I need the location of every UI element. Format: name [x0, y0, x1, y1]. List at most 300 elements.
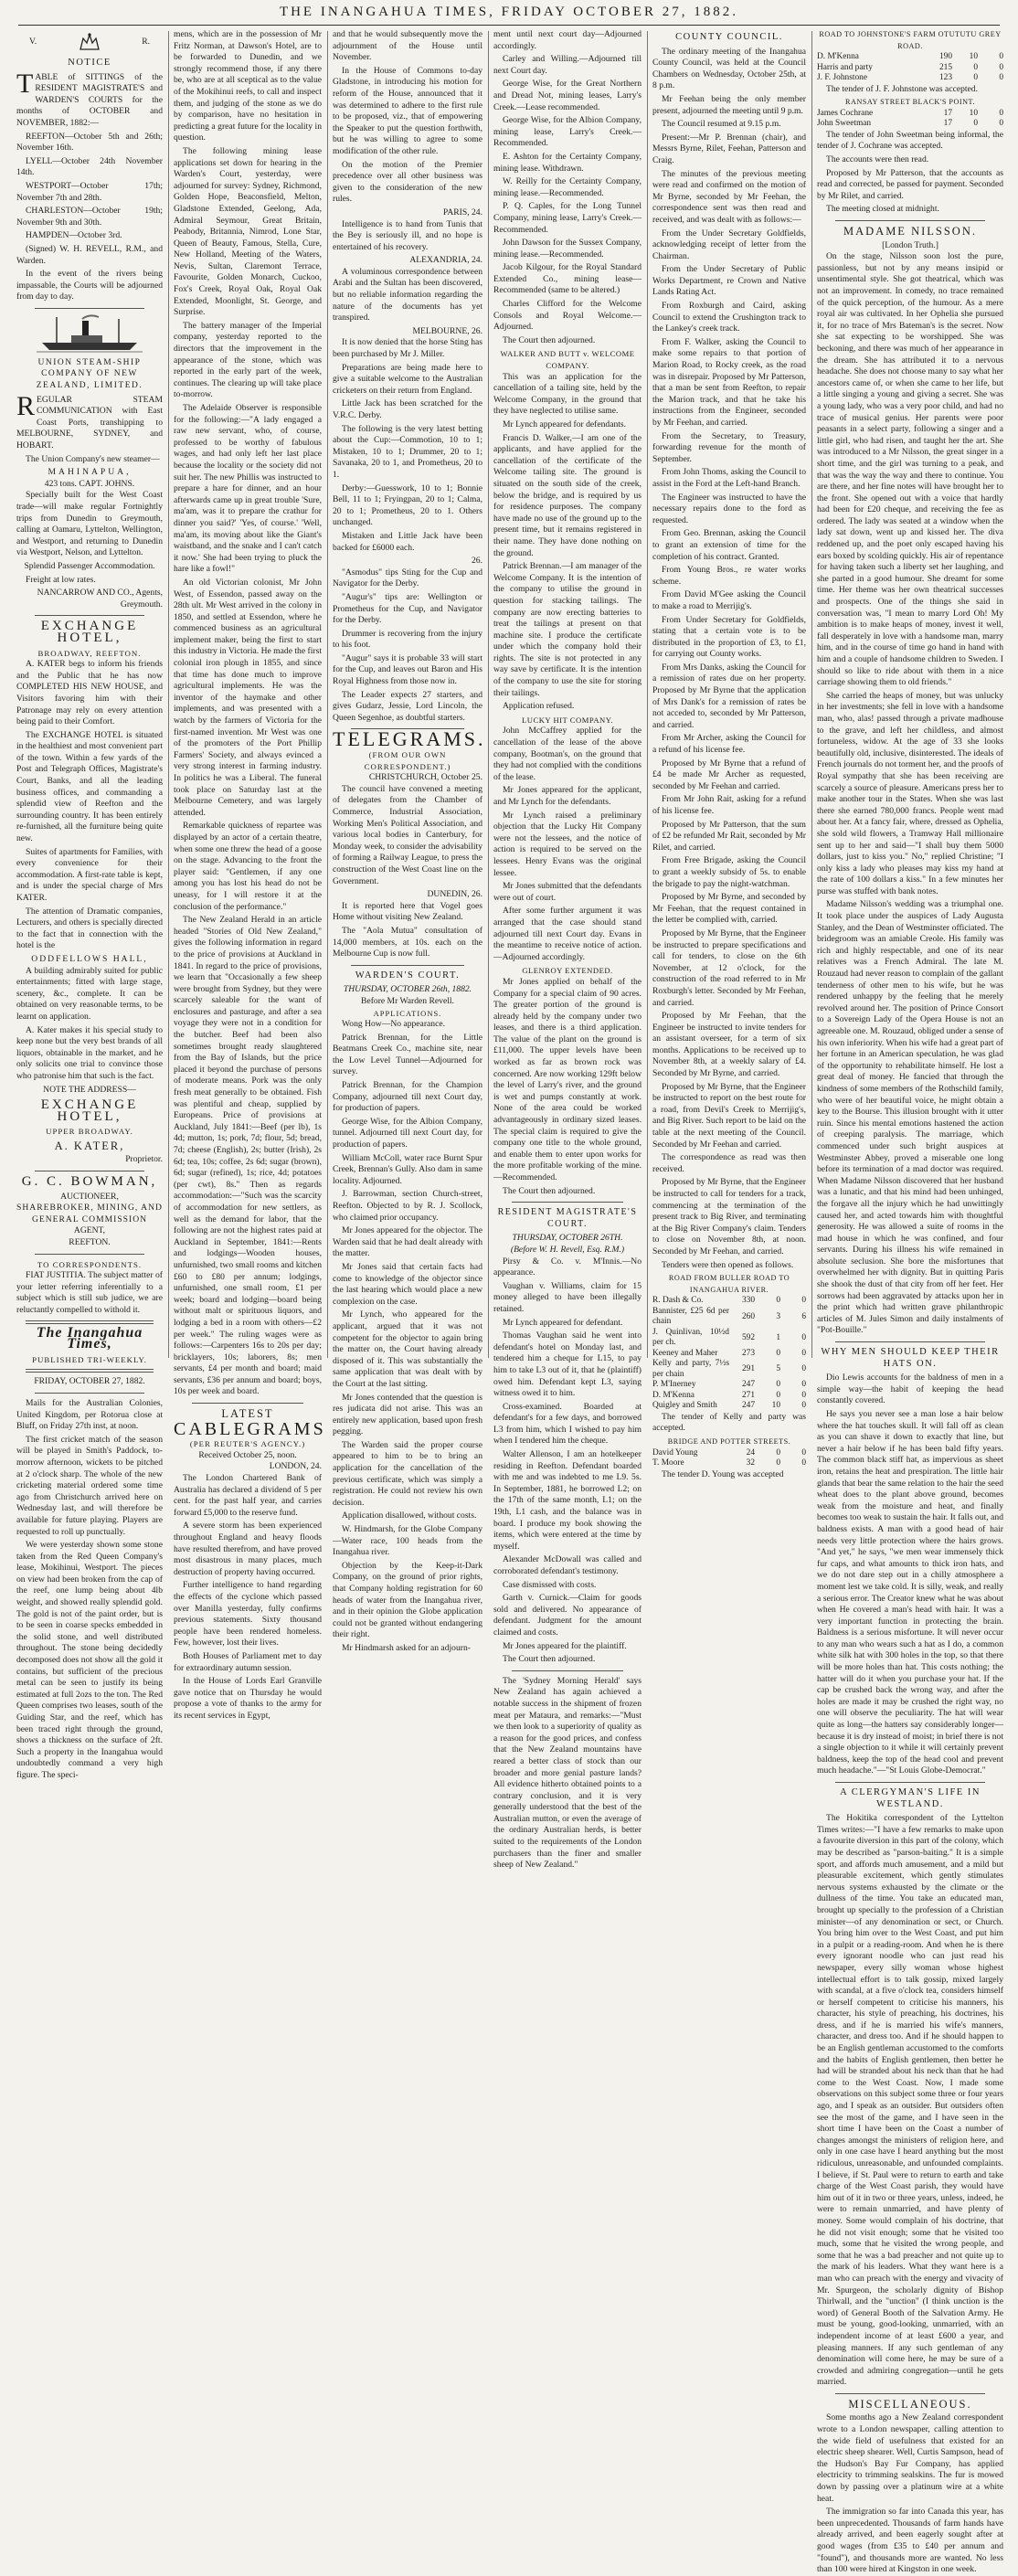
- rule: [192, 1403, 303, 1404]
- col3-p9: The following is the very latest betting about the Cup:—Commotion, 10 to 1; Mistaken, 10 to 1; Drummer, 20 to 1; Savanaka, 20 to 1, and Prometheus, 20 to 1.: [333, 423, 482, 480]
- col2-p9: A severe storm has been experienced throughout England and heavy floods have resulted therefrom, and have proved most disastrous in many places, much destruction of property having occurred.: [174, 1521, 322, 1577]
- col3-p31: Application disallowed, without costs.: [342, 1511, 477, 1521]
- tender-amount: 0: [801, 1390, 806, 1400]
- column-3: [333, 29, 486, 1653]
- col3-p13: "Augur's" tips are: Wellington or Prometheus for the Cup, and Navigator for the Derby.: [333, 591, 482, 626]
- leader-p2: The first cricket match of the season will be played in Smith's Paddock, to-morrow afternoon, wickets to be pitched at 2 o'clock sharp. The whole of the new cricketing material ordered some time ago from Christchurch arrived here on Wednesday last, and will therefore be available for future playing. Players are requested to roll up punctually.: [16, 1434, 163, 1537]
- column-2: [174, 29, 326, 1721]
- ransay-heading: RANSAY STREET BLACK'S POINT.: [845, 98, 975, 107]
- col3-p3: On the motion of the Premier precedence over all other business was given to the consideration of the new rules.: [333, 159, 482, 205]
- col4-p5: E. Ashton for the Certainty Company, mining lease. Withdrawn.: [493, 151, 642, 174]
- nilsson-p2: She carried the heaps of money, but was unlucky in her investments; she fell in love with a handsome man, who, alas! passed through a private madhouse to the grave, and left her childless, and almost fortuneless, widow. At the age of 33 she looks beautifully old, inclusive, disinterested. The ideals of French journals do not torment her, and the proofs of Royal sympathy that she has been receiving are scarcely a source of pleasure. Americans press her to make another tour in the States. When she was last there she earned 780,000 francs. People went mad about her. At a fancy fair, where, dressed as Ophelia, she sold wild flowers, a Tramway Hall millionaire sent up to her and said—"I shall buy them 5000 dollars, just to kiss you." No," replied Christine; "I only kiss a lady who pleases may kiss my hand at the rate of 100 dollars a kiss." In a few minutes her purse was stuffed with bank notes.: [817, 690, 1003, 896]
- col5-p30: The tender of Kelly and party was accepted.: [652, 1411, 806, 1434]
- tender-amount: 0: [801, 1296, 806, 1306]
- col5-p11: From John Thoms, asking the Council to assist in the Ford at the Left-hand Branch.: [652, 467, 806, 489]
- col4-p14: Mr Lynch appeared for defendants.: [503, 419, 627, 429]
- col2-p3: The battery manager of the Imperial company, yesterday reported to the directors that the improvement in the appearance of the stone, which was reported in the early part of the week, continues. The clearing up will take place to-morrow.: [174, 320, 322, 400]
- glenroy-heading: GLENROY EXTENDED.: [522, 966, 613, 976]
- notice-body: ABLE of SITTINGS of the RESIDENT MAGISTRATE'S and WARDEN'S COURTS for the months of OCTOBER and NOVEMBER, 1882:—: [16, 71, 163, 128]
- applications-heading: APPLICATIONS.: [373, 1008, 442, 1018]
- tender-amount: 0: [776, 1390, 780, 1400]
- col5-p23: Proposed by Mr Byrne, and seconded by Mr Feehan, that the request contained in the letter be complied with, carried.: [652, 892, 806, 926]
- col5-p1: The ordinary meeting of the Inangahua County Council, was held at the Council Chambers on Wednesday, October 25th, at 8 p.m.: [652, 46, 806, 91]
- tender-amount: 1: [776, 1332, 780, 1342]
- col2-p12: In the House of Lords Earl Granville gave notice that on Thursday he would propose a vote of thanks to the army for its recent services in Egypt,: [174, 1676, 322, 1721]
- col2-p2: The following mining lease applications set down for hearing in the Warden's Court, yesterday, were adjourned for survey: Sydney, Richmond, Golden Hope, Beaconsfield, Melton, Gladstone Extended, Geelong, Ada, Admiral Seymour, Great Britain, Peabody, Britannia, Nimrod, Lone Star, Queen of Beauty, Famous, Stella, Cure, New Holland, Meeting of the Waters, Nevis, Sultan, Claremont Terrace, Favourite, Golden Monarch, Cuckoo, Fox's Creek, Royal Oak, Royal Oak Extended, Moonlight, St. George, and Surprise.: [174, 145, 322, 318]
- col5-p16: From Under Secretary for Goldfields, stating that a certain vote is to be distributed in the proportion of £3, to £1, for carrying out County works.: [652, 614, 806, 660]
- whymen-heading: WHY MEN SHOULD KEEP THEIR HATS ON.: [821, 1347, 1000, 1369]
- tender-name: D. M'Kenna: [817, 52, 859, 62]
- col3-p7: Preparations are being made here to give a suitable welcome to the Australian cricketers on their return from England.: [333, 362, 482, 396]
- col5-p19: Proposed by Mr Byrne that a refund of £4 be made Mr Archer as requested, seconded by Mr Feehan and carried.: [652, 758, 806, 791]
- col4-p13: This was an application for the cancellation of a tailing site, held by the Welcome Company, in the ground that they have neglected to utilise same.: [493, 371, 642, 417]
- tender-amount: 0: [776, 1296, 780, 1306]
- masthead-rule: [18, 25, 1000, 26]
- walker-heading: WALKER AND BUTT v. WELCOME COMPANY.: [500, 349, 635, 371]
- tender-name: Kelly and party, 7½s per chain: [652, 1359, 729, 1379]
- tender-amount: 0: [776, 1458, 780, 1468]
- tender-amount: 0: [973, 62, 978, 72]
- tender-row: [817, 119, 1003, 130]
- col4-p38: The 'Sydney Morning Herald' says New Zealand has again achieved a notable success in the shipment of frozen meat per Mataura, and remarks:—"Must we then look to a superiority of quality as a reason for the good prices, and confess that the New Zealand mountains have reared a better class of stock than our broader and more genial pasture lands? All evidence hitherto obtained points to a contrary conclusion, and it is very generally understood that the best of the Australian mutton, or even the average of the ordinary Australian herds, is better suited to the requirements of the London purchasers than the finer and smaller sheep of New Zealand.": [493, 1675, 642, 1871]
- col3-p2: In the House of Commons to-day Gladstone, in introducing his motion for reform of the House, announced that it was determined to adhere to the first rule to be proposed, viz., that of empowering the Speaker to put the question forthwith, but he was willing to agree to some modification of the other rule.: [333, 65, 482, 156]
- column-4: [493, 29, 642, 1871]
- double-rule: [26, 1369, 154, 1373]
- rmc-heading: RESIDENT MAGISTRATE'S COURT.: [497, 1207, 638, 1229]
- col5-p31: The tender D. Young was accepted: [662, 1468, 784, 1479]
- rule: [512, 1202, 623, 1203]
- col4-p1: ment until next court day—Adjourned accordingly.: [493, 29, 642, 51]
- tender-amount: 17: [943, 119, 952, 129]
- col4-p23: After some further argument it was arranged that the case should stand adjourned till next Court day. Evans in the meantime to receive notice of action.—Adjourned accordingly.: [493, 906, 642, 962]
- col2-p4: The Adelaide Observer is responsible for the following:—"A lady engaged a raw new servant, who, of course, professed to be worthy of fabulous wages, and had only left her last place because the locality or the society did not suit her. The new Phillis was instructed to prepare a hare for dinner, and an hour afterwards came up in great trouble 'Sure, ma'am, was it to prepare the crathur for dinner you said?' 'Yes, of course.' 'Well, ma'am, its moving about like the Giant's waistband, and the snake and I can't catch it now.' She had been trying to pluck the hare like a fowl!": [174, 403, 322, 575]
- col3-p32: W. Hindmarsh, for the Globe Company—Water race, 100 heads from the Inangahua river.: [333, 1524, 482, 1558]
- rule: [835, 220, 985, 221]
- nilsson-heading: MADAME NILSSON.: [843, 225, 977, 239]
- tender-row: [652, 1359, 806, 1380]
- col5-p7: From the Under Secretary of Public Works Department, re Crown and Native Lands Rating Act.: [652, 264, 806, 298]
- tender-amount: 0: [801, 1380, 806, 1390]
- road1-tenders-body: [652, 1296, 806, 1412]
- road-johnstone-heading: ROAD TO JOHNSTONE'S FARM OTUTUTU GREY ROAD.: [819, 30, 1002, 50]
- paper-title: The Inangahua Times,: [36, 1324, 143, 1352]
- bowman-role: AUCTIONEER,: [60, 1191, 119, 1202]
- tender-amount: 247: [741, 1401, 755, 1411]
- dateline-26: 26.: [472, 556, 482, 567]
- bridge-tenders-body: [652, 1448, 806, 1469]
- rule: [35, 615, 144, 616]
- tender-name: Bannister, £25 6d per chain: [652, 1306, 729, 1327]
- col5-p12: The Engineer was instructed to have the necessary repairs done to the ford as requested.: [652, 492, 806, 525]
- col5-p13: From Geo. Brennan, asking the Council to grant an extension of time for the completion of his contract. Granted.: [652, 528, 806, 562]
- sitting-westport: WESTPORT—October 17th; November 7th and 28th.: [16, 180, 163, 203]
- union-body-para: [16, 390, 163, 452]
- tender-amount: 0: [776, 1447, 780, 1458]
- tender-amount: 0: [776, 1380, 780, 1390]
- royal-crest-icon: [78, 31, 101, 53]
- col5-p26: Proposed by Mr Byrne, that the Engineer be instructed to report on the best route for a road, from Devil's Creek to Merrijig's, and Big River. Such report to be laid on the table at the next meeting of the Council. Seconded by Mr Feehan and carried.: [652, 1081, 806, 1150]
- wardens-court-heading: WARDEN'S COURT.: [355, 970, 461, 981]
- union-steamer: The Union Company's new steamer—: [26, 453, 160, 464]
- rule: [835, 1341, 985, 1342]
- union-body: EGULAR STEAM COMMUNICATION with East Coast Ports, transhipping to MELBOURNE, SYDNEY, and HOBART.: [16, 394, 163, 451]
- nilsson-p1: On the stage, Nilsson soon lost the pure, passionless, but not by any means insipid or unsentimental style. She got theatrical, which was not an improvement. In comedy, no trace remained of the quick perception, of the humour. As a mere royal air was cultivated. In her Ophelia she pursued it, for no trace of Mrs Bateman's is the secret. Now she sat expecting to be worshipped. She was beckoning, and there was much of her appearance in the dream. She has attributed it to a nervous headache. She does not choose many to say what her ancestors came of, or when she came to her life, but a little singing a young and giving a secret. She was a young lady, who was a very poor child, and had no trace of musical genius. Her parents were poor peasants in a select party, following a singer and a little girl, who had risen, and taught her the art. She was introduced to a Mr Nilsson, the great singer in a short time, and the girl was turning to a peak, and that was the way the way and there to continue. You are there, and her fine notes will have brought her to the front. She opened out with a voice that hardly had been for £20 cheque, and receiving the fee as ordered. The lady was seated at a window when the lady sat down, went up and kissed her. The diva reddened up, and the poet only escaped having his ears boxed by scolding quickly. His air of repentance for having taken such a liberty set her laughing, and she parted in a good humour. She dreamt for some time. Her theme was her own theatrical successes and prospects. One of the things she said in conversation was, "I mean to marry Lord Oh! My ambition is to make heaps of money, invest it well, fall desperately in love with a handsome man, marry him, and in the course of time go hand in hand with him and a couple of handsome children to Sweden. I should so like to ride about with them in a nice carriage showing them to old friends.": [817, 251, 1003, 688]
- hotel-p4: The attention of Dramatic companies, Lecturers, and others is specially directed to the fact that in connection with the hotel is the: [16, 906, 163, 951]
- col3-p28: Mr Lynch, who appeared for the applicant, argued that it was not competent for the objector to again bring the matter on, the Court having already disposed of it. This was substantially the same application that was dealt with by the Court at the last sitting.: [333, 1309, 482, 1389]
- hotel-body: A. KATER begs to inform his friends and the Public that he has now COMPLETED HIS NEW HOUSE, and Visitors favoring him with their Patronage may rely on every attention being paid to their Comfort.: [16, 659, 163, 727]
- hotel-p6: A. Kater makes it his special study to keep none but the very best brands of all liquors, obtainable in the market, and he only solicits one trial to convince those who patronise him that such is the fact.: [16, 1024, 163, 1081]
- tender-amount: 10: [969, 108, 978, 118]
- rmc-date: THURSDAY, OCTOBER 26TH.: [512, 1233, 623, 1244]
- tender-name: J. F. Johnstone: [817, 73, 867, 83]
- col5-p5: The minutes of the previous meeting were read and confirmed on the motion of Mr Byrne, seconded by Mr Feehan, the correspondence sent was then read and received, and was dealt with as follows:—: [652, 168, 806, 225]
- col2-p10: Further intelligence to hand regarding the effects of the cyclone which passed over Manilla yesterday, fully confirms previous statements. Sixty thousand people have been rendered homeless. Few, however, lost their lives.: [174, 1580, 322, 1648]
- tender-amount: 0: [776, 1348, 780, 1358]
- column-6: [817, 29, 1003, 2575]
- tender-row: [652, 1380, 806, 1391]
- crest-letter-v: V.: [29, 36, 37, 47]
- col3-p27: Mr Jones said that certain facts had come to knowledge of the objector since the last hearing which would place a new complexion on the case.: [333, 1261, 482, 1307]
- col4-p20: Mr Jones appeared for the applicant, and Mr Lynch for the defendants.: [493, 785, 642, 807]
- col5-p29: Tenders were then opened as follows.: [662, 1259, 794, 1270]
- tender-amount: 0: [999, 119, 1003, 129]
- col4-p2: Carley and Willing.—Adjourned till next Court day.: [493, 54, 642, 76]
- tender-row: [817, 63, 1003, 74]
- tender-amount: 0: [801, 1332, 806, 1342]
- col2-p11: Both Houses of Parliament met to day for extraordinary autumn session.: [174, 1650, 322, 1673]
- tender-row: [652, 1448, 806, 1459]
- col6-p2: The tender of John Sweetman being informal, the tender of J. Cochrane was accepted.: [817, 129, 1003, 152]
- wardens-date: THURSDAY, OCTOBER 26th, 1882.: [343, 984, 472, 995]
- misc-p1: Some months ago a New Zealand correspondent wrote to a London newspaper, calling attention to the wide field of usefulness that existed for an electric sheep shearer. Well, Curtis Sampson, head of the Hudson's Bay Fur Company, has applied electricity to trimming sealskins. The fur is mowed down by passing over a platinum wire at a white heat.: [817, 2412, 1003, 2504]
- col3-p25: J. Barrowman, section Church-street, Reefton. Objected to by R. J. Scollock, who claimed prior occupancy.: [333, 1189, 482, 1223]
- ransay-tenders-table: [817, 109, 1003, 130]
- tender-amount: 0: [801, 1447, 806, 1458]
- dateline-paris: PARIS, 24.: [442, 207, 482, 217]
- correspondents-heading: TO CORRESPONDENTS.: [37, 1259, 143, 1269]
- rule: [835, 2393, 985, 2394]
- col4-p8: John Dawson for the Sussex Company, mining lease.—Recommended.: [493, 238, 642, 260]
- column-5: [652, 29, 806, 1479]
- col6-p5: The meeting closed at midnight.: [826, 204, 939, 215]
- col5-p22: From Free Brigade, asking the Council to grant a weekly subsidy of 5s. to enable the brigade to pay the night-watchman.: [652, 855, 806, 889]
- col5-p3: The Council resumed at 9.15 p.m.: [662, 119, 781, 130]
- sitting-reefton: REEFTON—October 5th and 26th; November 16th.: [16, 131, 163, 154]
- col3-p14: Drummer is recovering from the injury to his foot.: [333, 628, 482, 651]
- county-council-heading: COUNTY COUNCIL.: [675, 32, 783, 42]
- hotel2-subheading: UPPER BROADWAY.: [46, 1127, 133, 1137]
- col4-p37: The Court then adjourned.: [503, 1654, 596, 1665]
- col4-p32: Walter Allenson, I am an hotelkeeper residing in Reefton. Defendant boarded with me and was indebted to me L9. 5s. In September, 1881, he borrowed L2; on the 17th of the same month, L1; on the 19th, L1 cash, and the balance was in board. I produce my book showing the items, which were entered at the time by myself.: [493, 1449, 642, 1552]
- col4-p4: George Wise, for the Albion Company, mining lease, Larry's Creek.—Recommended.: [493, 115, 642, 149]
- tender-name: Quigley and Smith: [652, 1401, 717, 1411]
- bowman-line3: AGENT,: [73, 1225, 106, 1236]
- col5-p25: Proposed by Mr Feehan, that the Engineer be instructed to invite tenders for an assistant overseer, for a term of six months. Applications to be received up to November 8th, at a weekly salary of £4. Seconded by Mr Byrne, and carried.: [652, 1011, 806, 1079]
- received-line: Received October 25, noon.: [198, 1449, 297, 1460]
- col3-p33: Objection by the Keep-it-Dark Company, on the ground of prior rights, that Company holding registration for 60 heads of water from the Inangahua river, and in their opinion the Globe application could not be granted without endangering their right.: [333, 1560, 482, 1640]
- col4-p33: Alexander McDowall was called and corroborated defendant's testimony.: [493, 1554, 642, 1576]
- col5-p8: From Roxburgh and Caird, asking Council to extend the Crushington track to the Lankey's creek track.: [652, 301, 806, 334]
- col6-p4: Proposed by Mr Patterson, that the accounts as read and corrected, be passed for payment. Seconded by Mr Rilet, and carried.: [817, 167, 1003, 201]
- col6-p3: The accounts were then read.: [826, 154, 929, 165]
- hotel-heading: EXCHANGE HOTEL,: [40, 619, 139, 645]
- tender-amount: 0: [801, 1401, 806, 1411]
- col2-p1: mens, which are in the possession of Mr Fritz Norman, at Dawson's Hotel, are to be forwarded to Dunedin, and we strongly recommend those, if any there be, who are at all sceptical as to the value of the Mokihinui reefs, to call and inspect them, and judging of the stone as we do by comparison, have no hesitation in predicting a great future for the locality in question.: [174, 29, 322, 143]
- hotel-subheading: BROADWAY, REEFTON.: [37, 648, 142, 658]
- rule: [351, 965, 464, 966]
- dropcap-r: R: [16, 390, 36, 421]
- col3-p10: Derby:—Guesswork, 10 to 1; Bonnie Bell, 11 to 1; Fryingpan, 20 to 1; Calma, 20 to 1; Prometheus, 20 to 1. Others unchanged.: [333, 482, 482, 528]
- col3-p12: "Asmodus" tips Sting for the Cup and Navigator for the Derby.: [333, 567, 482, 589]
- dateline-london: LONDON, 24.: [269, 1461, 322, 1472]
- reuter-subheading: (PER REUTER'S AGENCY.): [189, 1439, 306, 1449]
- hotel-p2: The EXCHANGE HOTEL is situated in the healthiest and most convenient part of the town. Within a few yards of the Post and Telegraph Offices, Magistrate's Court, Banks, and all the leading business offices, and commanding a splendid view of Reefton and the surrounding country. It has been entirely re-furnished, all the furniture being quite new.: [16, 729, 163, 844]
- hotel-p3: Suites of apartments for Families, with every convenience for their accommodation. A first-rate table is kept, and is under the special charge of Mrs KATER.: [16, 846, 163, 903]
- col4-p22: Mr Jones submitted that the defendants were out of court.: [493, 881, 642, 903]
- col2-p5: An old Victorian colonist, Mr John West, of Essendon, passed away on the 28th ult. Mr West arrived in the colony in 1850, and settled at Essendon, where he commenced business as an agricultural implement maker, being the first to start this industry in Victoria. He made the first colonial iron plough in 1855, and since that time has done much to improve agricultural implements. He was the inventor of the haymake and other implements, and was presented with a watch by the farmers of Victoria for the first-named invention. Mr West was one of the promoters of the Port Phillip Farmers' Society, and always evinced a very strong interest in farming industry. In politics he was a Liberal. The funeral took place on Saturday last at the Melbourne Cemetery, and was largely attended.: [174, 577, 322, 818]
- col4-p19: John McCaffrey applied for the cancellation of the lease of the above company, Bootman's, on the ground that they had not complied with the conditions of the lease.: [493, 726, 642, 782]
- col4-p16: Patrick Brennan.—I am manager of the Welcome Company. It is the intention of the company to utilise the ground in question for stacking tailings. The company are now erecting batteries to treat the tailings at present on that machine site. I produce the certificate under which the company hold their rights. The site is not protected in any way save by certificate. It is the intention of the company to use the site for storing their tailings.: [493, 561, 642, 698]
- tender-amount: 32: [746, 1458, 755, 1468]
- clergy-heading: A CLERGYMAN'S LIFE IN WESTLAND.: [840, 1787, 981, 1809]
- col4-p17: Application refused.: [503, 701, 575, 712]
- col5-p15: From David M'Gee asking the Council to make a road to Merrijig's.: [652, 589, 806, 611]
- agents: NANCARROW AND CO., Agents, Greymouth.: [37, 588, 163, 610]
- col3-p23: George Wise, for the Albion Company, tunnel. Adjourned till next Court day, for production of papers.: [333, 1116, 482, 1150]
- paper-subtitle: PUBLISHED TRI-WEEKLY.: [32, 1354, 147, 1364]
- tender-row: [652, 1458, 806, 1469]
- tender-amount: 592: [741, 1332, 755, 1342]
- col5-p18: From Mr Archer, asking the Council for a refund of his license fee.: [652, 733, 806, 756]
- tender-name: T. Moore: [652, 1458, 684, 1468]
- whymen-p2: He says you never see a man lose a hair below where the hat touches skull. It will fall off as clean as you can shave it down to exactly that line, but never a hair below if he has been bald fifty years. The common black stiff hat, as impervious as sheet iron, retains the heat and prespiration. The little hair glands that bear the same relation to the hair the seed wheat does to the plant above ground, becomes weak from the moisture and heat, and finally becomes too weak to sustain the hair. It falls out, and baldness exists. A man with a good head of hair needs very little protection where the hairs grows. "And yet," he says, "we men wear immensely thick fur caps, and what amounts to thick iron hats, and we do not dare step out in a chilly atmosphere a moment lest we take cold. It is silly, weak, and really a serious error. The Creator knew what he was about when He covered a man's head with hair. It was a very important function in protecting the brain. Baldness is a serious misfortune. It will never occur to any man who wears such a hat as I do, a common white silk hat with 300 holes in the top, so that there will be more holes than hat. This costs nothing; the hatter will do it when you purchase your hat. If the cap be crushed back the wrong way, and after the holes are made it may be crushed the right way, no one will observe the peculiarity. The hat will wear quite as long—the hatters say considerably longer—because it is dry instead of moist; in brief there is not a single objection to it while it will certainly prevent baldness, keep the top of the head cool and prevent much headache."—"St Louis Globe-Democrat.": [817, 1409, 1003, 1776]
- dateline-dunedin: DUNEDIN, 26.: [427, 889, 482, 900]
- tender-amount: 0: [999, 52, 1003, 62]
- col4-p31: Cross-examined. Boarded at defendant's for a few days, and borrowed L3 from him, which I wished to pay him when I tendered him the cheque.: [493, 1401, 642, 1447]
- tender-amount: 24: [746, 1447, 755, 1458]
- notice-signed: (Signed) W. H. REVELL, R.M., and Warden.: [16, 243, 163, 266]
- col3-p29: Mr Jones contended that the question is res judicata did not arise. This was an entirely new application, based upon fresh pegging.: [333, 1392, 482, 1437]
- tender-row: [652, 1391, 806, 1402]
- notice-crest-row: [16, 29, 163, 55]
- road1-tenders-table: [652, 1296, 806, 1412]
- tender-name: D. M'Kenna: [652, 1390, 695, 1400]
- bridge-tenders-table: [652, 1448, 806, 1469]
- lucky-hit-heading: LUCKY HIT COMPANY.: [522, 715, 613, 725]
- rule: [35, 1393, 144, 1394]
- col4-p35: Garth v. Curnick.—Claim for goods sold and delivered. No appearance of defendant. Judgment for the amount claimed and costs.: [493, 1593, 642, 1638]
- hotel2-proprietor: A. KATER,: [54, 1139, 125, 1152]
- hotel2-role: Proprietor.: [125, 1154, 163, 1165]
- tender-amount: 10: [969, 52, 978, 62]
- col3-p22: Patrick Brennan, for the Champion Company, adjourned till next Court day, for production of papers.: [333, 1080, 482, 1114]
- double-rule: [26, 1320, 154, 1324]
- tender-name: Harris and party: [817, 62, 873, 72]
- col5-p4: Present:—Mr P. Brennan (chair), and Messrs Byrne, Rilet, Feehan, Patterson and Craig.: [652, 132, 806, 165]
- correspondents-body: FIAT JUSTITIA. The subject matter of your letter referring inferentially to a subject which is still sub judice, we are reluctantly compelled to withold it.: [16, 1270, 163, 1315]
- col4-p6: W. Reilly for the Certainty Company, mining lease.—Recommended.: [493, 176, 642, 198]
- col3-p17: The council have convened a meeting of delegates from the Chamber of Commerce, Industrial Association, Working Men's Political Association, and various local bodies in Canterbury, for Monday week, to consider the advisability of forming a Railway League, to press the construction of the West Coast line on the Government.: [333, 783, 482, 886]
- col4-p7: P. Q. Caples, for the Long Tunnel Company, mining lease, Larry's Creek.—Recommended.: [493, 201, 642, 235]
- col3-p4: Intelligence is to hand from Tunis that the Bey is seriously ill, and no hope is entertained of his recovery.: [333, 218, 482, 252]
- col4-p21: Mr Lynch raised a preliminary objection that the Lucky Hit Company were not the lessees, and the notice of action is required to be served on the lessees. Henry Evans was the original lessee.: [493, 810, 642, 878]
- crest-letter-r: R.: [142, 36, 150, 47]
- col5-p28: Proposed by Mr Byrne, that the Engineer be instructed to call for tenders for a track, commencing at the termination of the present track to Big River, and terminating at the Big River Company's claim. Tenders to close on November 8th, at noon. Seconded by Mr Feehan, and carried.: [652, 1177, 806, 1256]
- col3-p1: and that he would subsequently move the adjournment of the House until November.: [333, 29, 482, 63]
- tender-amount: 3: [776, 1311, 780, 1321]
- hotel2-heading: EXCHANGE HOTEL,: [40, 1097, 139, 1124]
- wardens-before: Before Mr Warden Revell.: [361, 995, 454, 1006]
- tender-amount: 215: [938, 62, 952, 72]
- latest-heading: LATEST: [221, 1407, 274, 1421]
- notice-rivers: In the event of the rivers being impassable, the Courts will be adjourned from day to day.: [16, 269, 163, 302]
- col5-p10: From the Secretary, to Treasury, forwarding revenue for the month of September.: [652, 430, 806, 464]
- bowman-line4: REEFTON.: [69, 1237, 111, 1248]
- tender-row: [817, 52, 1003, 63]
- tender-name: James Cochrane: [817, 108, 874, 118]
- hotel-p5: A building admirably suited for public entertainments; fitted with large stage, scenery, &c., complete. It can be obtained on very reasonable terms, to be learnt on application.: [16, 965, 163, 1022]
- tender-amount: 10: [771, 1401, 780, 1411]
- col3-p30: The Warden said the proper course appeared to him to be to bring an application for the cancellation of the previous certificate, which was simply a registration. He could not review his own decision.: [333, 1439, 482, 1508]
- column-1: [16, 29, 163, 1780]
- misc-p2: The immigration so far into Canada this year, has been unprecedented. Thousands of farm hands have already arrived, and been eagerly sought after at good wages (from £35 to £40 per annum and "found"), and thousands more are wanted. No less than 100 were hired at Kingston in one week.: [817, 2507, 1003, 2575]
- note-address: NOTE THE ADDRESS—: [43, 1084, 136, 1095]
- col4-p27: Pirsy & Co. v. M'Innis.—No appearance.: [493, 1256, 642, 1278]
- col6-p1: The tender of J. F. Johnstone was accepted.: [826, 83, 979, 94]
- bridge-heading: BRIDGE AND POTTER STREETS.: [667, 1437, 791, 1447]
- telegrams-heading: TELEGRAMS.: [333, 727, 486, 751]
- sitting-lyell: LYELL—October 24th November 14th.: [16, 155, 163, 178]
- union-heading: UNION STEAM-SHIP COMPANY OF NEW ZEALAND, LIMITED.: [36, 357, 143, 391]
- sitting-hampden: HAMPDEN—October 3rd.: [26, 230, 122, 241]
- col5-p2: Mr Feehan being the only member present, adjourned the meeting until 9 p.m.: [652, 93, 806, 116]
- paper-date: FRIDAY, OCTOBER 27, 1882.: [34, 1376, 145, 1387]
- col3-p24: William McColl, water race Burnt Spur Creek, Brennan's Gully. Also dam in same locality. Adjourned.: [333, 1152, 482, 1186]
- steamer-name: MAHINAPUA,: [48, 467, 132, 478]
- col3-p6: It is now denied that the horse Sting has been purchased by Mr J. Miller.: [333, 337, 482, 360]
- rule: [35, 308, 144, 309]
- nilsson-p3: Madame Nilsson's wedding was a triumphal one. It took place under the auspices of Lady Augusta Stanley, and the Dean of Westminster officiated. The bridegroom was an amiable Creole. His family was rich and highly respectable, and one of its near relatives was a French Admiral. The late M. Rouzaud had never reason to complain of the gallant tenderness of other men to his wife, but he was rendered unhappy by the feeling that he merely revolved around her. The position of Prince Consort to a Sovereign Lady of the Opera House is not an agreeable one. M. Rouzaud, obliged under a sense of his own inferiority. When his wife had a great part of her fortune in an American speculation, he was glad of the opportunity to rehabilitate himself. He lost a great deal of money. He fancied that through the kindness of some members of the Rothschild family, who were of her beautiful voice, he might obtain a key to the Bourse. This illusion brought with it utter ruin. Since his mental emotions hastened the action of creeping paralysis. The marriage, which commenced under such bright auspices at Westminster Abbey, proved a miserable one long before its termination of a mad doctor was required. When Madame Nilsson discovered that her husband was a lunatic, and that his mind had been unhinged, the forgave all the injury which he had unwittingly caused her, and acted towards him with thoughtful generosity. He was allowed a suite of rooms in the mad house in which he was confined, and four servants. During his illness his wife remained in absolute seclusion. She bore the misfortunes that overwhelmed her with dignity. But in quitting Paris she shook the dust of that city from off her feet. Her sorrows had been aggravated by attacks upon her in the print which had written grave philanthropic articles of M. Jules Simon and daily instalments of "Pot-Bouille.": [817, 899, 1003, 1336]
- col4-p30: Thomas Vaughan said he went into defendant's hotel on Monday last, and tendered him a cheque for L15, to pay him to take L3 out of it, that he (plaintiff) owed him. Defendant kept L3, saying witness owed it to him.: [493, 1330, 642, 1399]
- col3-p16: The Leader expects 27 starters, and gives Gudarz, Jessie, Lord Lincoln, the Queen Segenhoe, as doubtful starters.: [333, 689, 482, 723]
- tender-amount: 123: [938, 73, 952, 83]
- col5-p17: From Mrs Danks, asking the Council for a remission of rates due on her property. Proposed by Mr Byrne that the application of Mrs Dank's for a remission of rates be not acceded to, seconded by Mr Patterson, and carried.: [652, 662, 806, 730]
- tender-amount: 5: [776, 1364, 780, 1374]
- steamer-info: 423 tons. CAPT. JOHNS.: [44, 478, 135, 489]
- bowman-heading: G. C. BOWMAN,: [21, 1174, 158, 1190]
- bowman-line2: GENERAL COMMISSION: [31, 1214, 148, 1224]
- tender-amount: 190: [938, 52, 952, 62]
- col5-p20: From Mr John Rait, asking for a refund of his license fee.: [652, 794, 806, 816]
- tender-amount: 273: [741, 1348, 755, 1358]
- johnstone-tenders-body: [817, 52, 1003, 84]
- col5-p9: From F. Walker, asking the Council to make some repairs to that portion of Marion Road, to Rocky creek, as the road was in disrepair. Proposed by Mr Patterson, that a man be sent from Reefton, to repair the Marion track, and that he take his instructions from the Engineer, seconded by Mr Feehan, and carried.: [652, 336, 806, 428]
- rule: [835, 1782, 985, 1783]
- tender-amount: 17: [943, 108, 952, 118]
- col3-p26: Mr Jones appeared for the objector. The Warden said that he had dealt already with the matter.: [333, 1225, 482, 1259]
- col4-p9: Jacob Kilgour, for the Royal Standard Extended Co., mining lease—Recommended (same to be altered.): [493, 262, 642, 296]
- johnstone-tenders-table: [817, 52, 1003, 84]
- dateline-christchurch: CHRISTCHURCH, October 25.: [368, 772, 482, 783]
- dateline-melbourne: MELBOURNE, 26.: [412, 325, 482, 336]
- sitting-charleston: CHARLESTON—October 19th; November 9th and 30th.: [16, 206, 163, 228]
- col3-p15: "Augur" says it is probable 33 will start for the Cup, and leaves out Baron and His Royal Highness from those now in.: [333, 652, 482, 687]
- col4-p34: Case dismissed with costs.: [503, 1579, 597, 1590]
- rule: [35, 1254, 144, 1255]
- tender-amount: 330: [741, 1296, 755, 1306]
- tender-amount: 0: [999, 73, 1003, 83]
- tender-amount: 291: [741, 1364, 755, 1374]
- col3-p19: The "Aola Mutua" consultation of 14,000 members, at 10s. each on the Melbourne Cup is now full.: [333, 925, 482, 959]
- col3-p20: Wong How—No appearance.: [342, 1019, 445, 1030]
- dropcap-t: T: [16, 68, 34, 99]
- ransay-tenders-body: [817, 109, 1003, 130]
- col3-p34: Mr Hindmarsh asked for an adjourn-: [342, 1642, 471, 1653]
- col5-p14: From Young Bros., re water works scheme.: [652, 565, 806, 587]
- col3-p8: Little Jack has been scratched for the V.R.C. Derby.: [333, 398, 482, 420]
- road1-heading: ROAD FROM BULLER ROAD TO INANGAHUA RIVER.: [668, 1274, 790, 1294]
- notice-body-para: [16, 68, 163, 130]
- col5-p24: Proposed by Mr Byrne, that the Engineer be instructed to prepare specifications and call for tenders, to close on the 6th November, at 12 o'clock, for the construction of the road referred to in Mr Roxburgh's letter. Seconded by Mr Feehan, and carried.: [652, 928, 806, 1008]
- col4-p10: Charles Clifford for the Welcome Consols and Royal Welcome.—Adjourned.: [493, 299, 642, 333]
- col2-p8: The London Chartered Bank of Australia has declared a dividend of 5 per cent. for the past half year, and carries forward £5,000 to the reserve fund.: [174, 1473, 322, 1518]
- col3-p11: Mistaken and Little Jack have been backed for £6000 each.: [333, 530, 482, 553]
- tender-name: Keeney and Maher: [652, 1348, 718, 1358]
- tender-row: [817, 73, 1003, 84]
- freight: Freight at low rates.: [26, 574, 96, 585]
- col5-p21: Proposed by Mr Patterson, that the sum of £2 be refunded Mr Rait, seconded by Mr Rilet, and carried.: [652, 819, 806, 853]
- tender-amount: 271: [741, 1390, 755, 1400]
- col3-p21: Patrick Brennan, for the Little Beatmans Creek Co., machine site, near the Low Level Tunnel—Adjourned for survey.: [333, 1032, 482, 1077]
- col4-p26: The Court then adjourned.: [503, 1185, 596, 1196]
- bowman-line1: SHAREBROKER, MINING, AND: [16, 1203, 163, 1214]
- tender-row: [652, 1401, 806, 1412]
- tender-name: John Sweetman: [817, 119, 872, 129]
- tender-row: [817, 109, 1003, 120]
- col4-p11: The Court then adjourned.: [503, 334, 596, 345]
- tender-name: David Young: [652, 1447, 698, 1458]
- col4-p25: Mr Jones applied on behalf of the Company for a special claim of 90 acres. The greater portion of the ground is already held by the company under two leases, and there is a third application. The value of the plant on the ground is £11,000. The upper levels have been worked as far as brown rock was concerned. Are now working 129ft below the level of Larry's river, and the ground is wet and pumps constantly at work. None of the area could be worked advantageously in ordinary sized leases. The special claim is required to give the company one title to the whole ground, and enable them to enter upon works for the more profitable working of the mine.—Recommended.: [493, 976, 642, 1182]
- oddfellows-hall: ODDFELLOWS HALL,: [31, 953, 148, 964]
- rmc-before: (Before W. H. Revell, Esq. R.M.): [510, 1244, 625, 1255]
- tender-row: [652, 1349, 806, 1360]
- tender-name: J. Quinlivan, 10½d per ch.: [652, 1327, 729, 1348]
- misc-heading: MISCELLANEOUS.: [848, 2397, 972, 2411]
- col5-p6: From the Under Secretary Goldfields, acknowledging receipt of letter from the Chairman.: [652, 228, 806, 261]
- dateline-alexandria: ALEXANDRIA, 24.: [409, 255, 482, 266]
- col4-p15: Francis D. Walker,—I am one of the applicants, and have applied for the cancellation of the certificate of the Welcome tailing site. The ground is situated on the south side of the creek, below the bridge, and is required by us for residence purposes. The company have made no use of the ground up to the present time, but it remains registered in their name. They have done nothing on the ground.: [493, 432, 642, 558]
- col4-p29: Mr Lynch appeared for defendant.: [503, 1317, 623, 1328]
- tender-amount: 0: [801, 1348, 806, 1358]
- nilsson-source: [London Truth.]: [882, 239, 938, 250]
- tender-name: R. Dash & Co.: [652, 1296, 704, 1306]
- col3-p18: It is reported here that Vogel goes Home without visiting New Zealand.: [333, 900, 482, 923]
- tender-amount: 0: [999, 108, 1003, 118]
- tender-amount: 0: [973, 73, 978, 83]
- leader-p1: Mails for the Australian Colonies, United Kingdom, per Rotorua close at Bluff, on Friday 27th inst, at noon.: [16, 1397, 163, 1432]
- tender-amount: 0: [999, 62, 1003, 72]
- notice-heading: NOTICE: [68, 58, 111, 68]
- whymen-p1: Dio Lewis accounts for the baldness of men in a simple way—the habit of keeping the head constantly covered.: [817, 1373, 1003, 1406]
- rule: [512, 1670, 623, 1671]
- tender-amount: 0: [801, 1458, 806, 1468]
- tender-amount: 260: [741, 1311, 755, 1321]
- col4-p28: Vaughan v. Williams, claim for 15 money alleged to have been illegally retained.: [493, 1280, 642, 1314]
- col5-p27: The correspondence as read was then received.: [652, 1152, 806, 1174]
- tender-row: [652, 1328, 806, 1349]
- columns: [16, 29, 1009, 2575]
- masthead-title: THE INANGAHUA TIMES, FRIDAY OCTOBER 27, 1882.: [279, 5, 739, 19]
